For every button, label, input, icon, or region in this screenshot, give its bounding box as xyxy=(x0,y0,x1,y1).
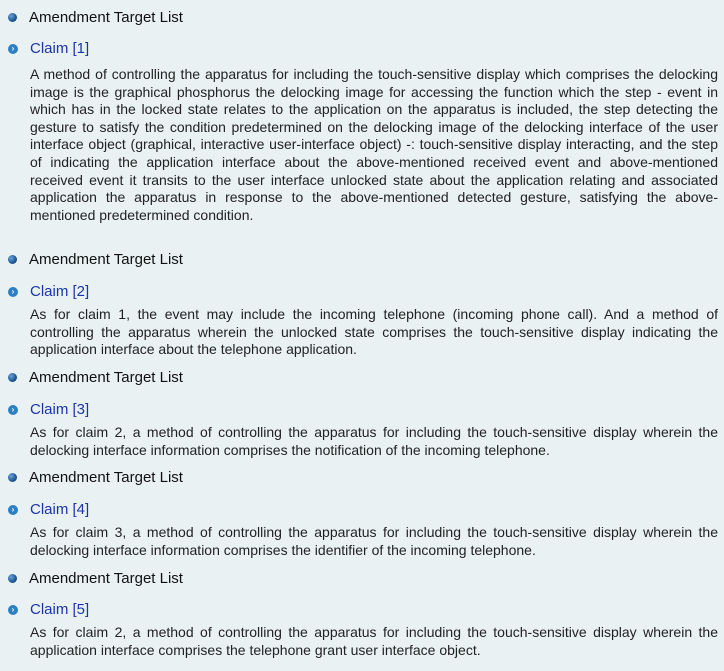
bullet-icon xyxy=(8,373,17,382)
section-title: Amendment Target List xyxy=(29,250,183,268)
claim-title: Claim [1] xyxy=(30,40,90,57)
bullet-icon xyxy=(8,255,17,264)
bullet-icon xyxy=(8,13,17,22)
arrow-circle-icon: › xyxy=(8,505,18,515)
claim-title: Claim [3] xyxy=(30,401,90,418)
arrow-circle-icon: › xyxy=(8,287,18,297)
arrow-circle-icon: › xyxy=(8,605,18,615)
section-title: Amendment Target List xyxy=(29,8,183,26)
claim-title: Claim [4] xyxy=(30,501,90,518)
claim-title: Claim [2] xyxy=(30,283,90,300)
claim-title: Claim [5] xyxy=(30,601,90,618)
section-title: Amendment Target List xyxy=(29,569,183,587)
claim-text: As for claim 3, a method of controlling the apparatus for including the touch-sensitive display wherein the delocking interface information comprises the identifier of the incoming telephone. xyxy=(30,524,718,558)
claim-text: A method of controlling the apparatus for including the touch-sensitive display which comprises the delocking image is the graphical phosphorus the delocking image for accessing the function which the step - event in which has in the locked state relates to the application on the apparatus is included, the step detecting the gesture to satisfy the condition predetermined on the delocking image of the delocking interface of the user interface object (graphical, interactive user-interface object) -: touch-sensitive display interacting, and the step of indicating the application interface about the above-mentioned received event and above-mentioned received event it transits to the user interface unlocked state about the application relating and associated application the apparatus in response to the above-mentioned detected gesture, satisfying the above-mentioned predetermined condition. xyxy=(30,66,718,223)
claim-text: As for claim 2, a method of controlling the apparatus for including the touch-sensitive display wherein the delocking interface information comprises the notification of the incoming telephone. xyxy=(30,424,718,458)
section-title: Amendment Target List xyxy=(29,368,183,386)
section-title: Amendment Target List xyxy=(29,468,183,486)
claim-text: As for claim 2, a method of controlling the apparatus for including the touch-sensitive display wherein the application interface comprises the telephone grant user interface object. xyxy=(30,624,718,658)
arrow-circle-icon: › xyxy=(8,405,18,415)
arrow-circle-icon: › xyxy=(8,44,18,54)
bullet-icon xyxy=(8,574,17,583)
claim-text: As for claim 1, the event may include the incoming telephone (incoming phone call). And a method of controlling the apparatus wherein the unlocked state comprises the touch-sensitive display indicating the application interface about the telephone application. xyxy=(30,306,718,358)
bullet-icon xyxy=(8,473,17,482)
